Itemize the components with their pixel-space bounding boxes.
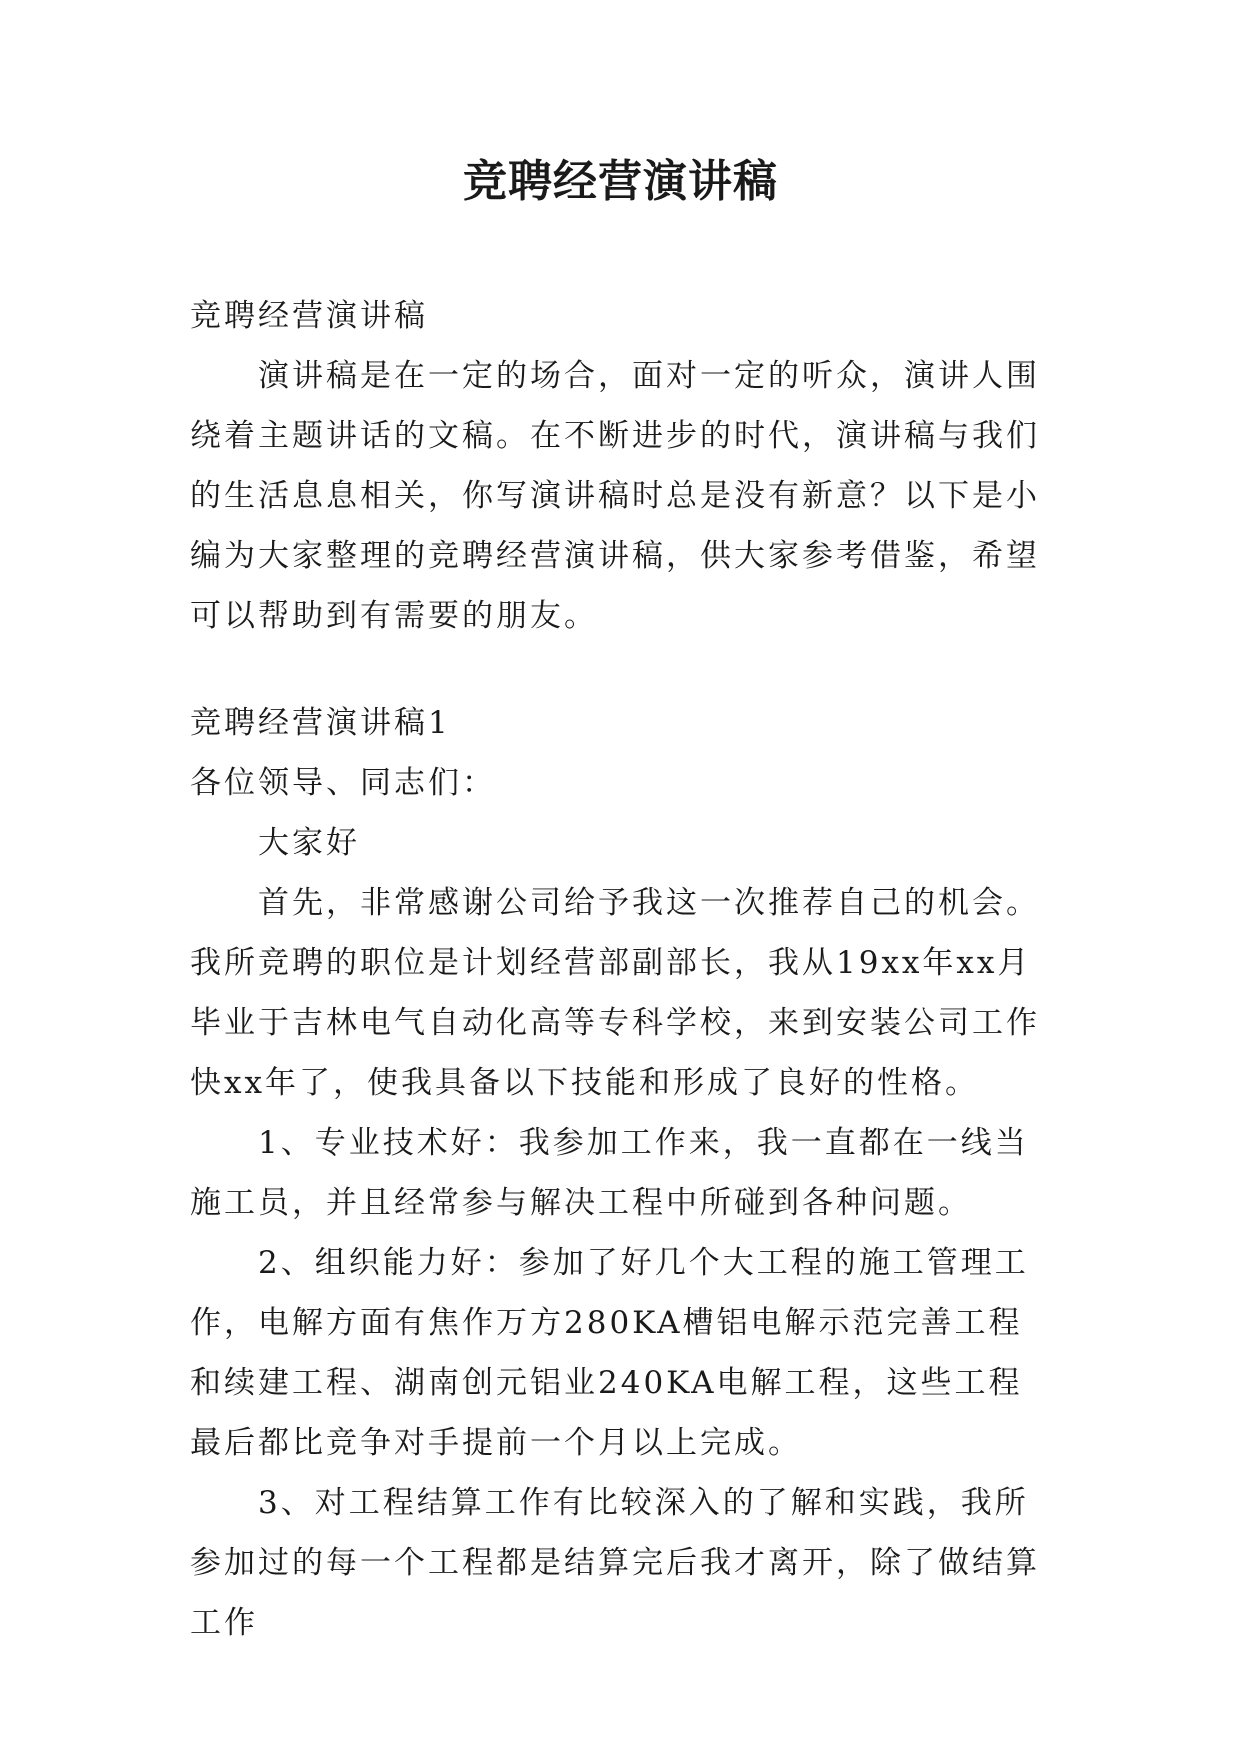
section-heading: 竞聘经营演讲稿1 <box>190 705 451 741</box>
greeting: 大家好 <box>258 825 360 861</box>
speech-section <box>190 693 1050 1653</box>
intro-paragraph: 演讲稿是在一定的场合，面对一定的听众，演讲人围绕着主题讲话的文稿。在不断进步的时代，演讲稿与我们的生活息息相关，你写演讲稿时总是没有新意？以下是小编为大家整理的竞聘经营演讲稿，供大家参考借鉴，希望可以帮助到有需要的朋友。 <box>190 358 1040 634</box>
document-subtitle: 竞聘经营演讲稿 <box>190 298 428 334</box>
paragraph-opening: 首先，非常感谢公司给予我这一次推荐自己的机会。我所竞聘的职位是计划经营部副部长，我从19xx年xx月毕业于吉林电气自动化高等专科学校，来到安装公司工作快xx年了，使我具备以下技能和形成了良好的性格。 <box>190 885 1040 1101</box>
paragraph-point-2: 2、组织能力好：参加了好几个大工程的施工管理工作，电解方面有焦作万方280KA槽铝电解示范完善工程和续建工程、湖南创元铝业240KA电解工程，这些工程最后都比竞争对手提前一个月以上完成。 <box>190 1245 1029 1461</box>
document-title: 竞聘经营演讲稿 <box>463 156 778 207</box>
paragraph-point-1: 1、专业技术好：我参加工作来，我一直都在一线当施工员，并且经常参与解决工程中所碰到各种问题。 <box>190 1125 1029 1221</box>
paragraph-point-3: 3、对工程结算工作有比较深入的了解和实践，我所参加过的每一个工程都是结算完后我才离开，除了做结算工作 <box>190 1485 1040 1641</box>
salutation: 各位领导、同志们： <box>190 765 496 801</box>
